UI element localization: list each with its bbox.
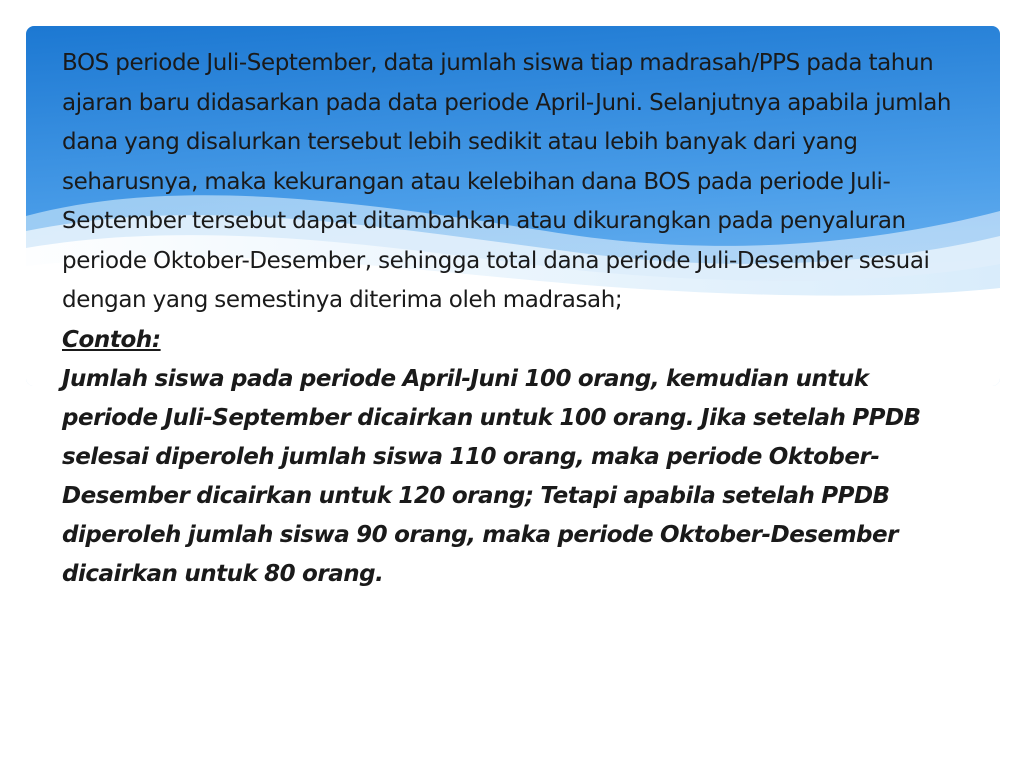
content-area	[62, 44, 962, 594]
example-label: Contoh:	[62, 326, 161, 353]
example-paragraph: Jumlah siswa pada periode April-Juni 100 orang, kemudian untuk periode Juli-September dicairkan untuk 100 orang. Jika setelah PPDB selesai diperoleh jumlah siswa 110 orang, maka periode Oktober-Desember dicairkan untuk 120 orang; Tetapi apabila setelah PPDB diperoleh jumlah siswa 90 orang, maka periode Oktober-Desember dicairkan untuk 80 orang.	[62, 366, 921, 587]
body-paragraph: BOS periode Juli-September, data jumlah siswa tiap madrasah/PPS pada tahun ajaran baru didasarkan pada data periode April-Juni. Selanjutnya apabila jumlah dana yang disalurkan tersebut lebih sedikit atau lebih banyak dari yang seharusnya, maka kekurangan atau kelebihan dana BOS pada periode Juli-September tersebut dapat ditambahkan atau dikurangkan pada penyaluran periode Oktober-Desember, sehingga total dana periode Juli-Desember sesuai dengan yang semestinya diterima oleh madrasah;	[62, 50, 952, 313]
